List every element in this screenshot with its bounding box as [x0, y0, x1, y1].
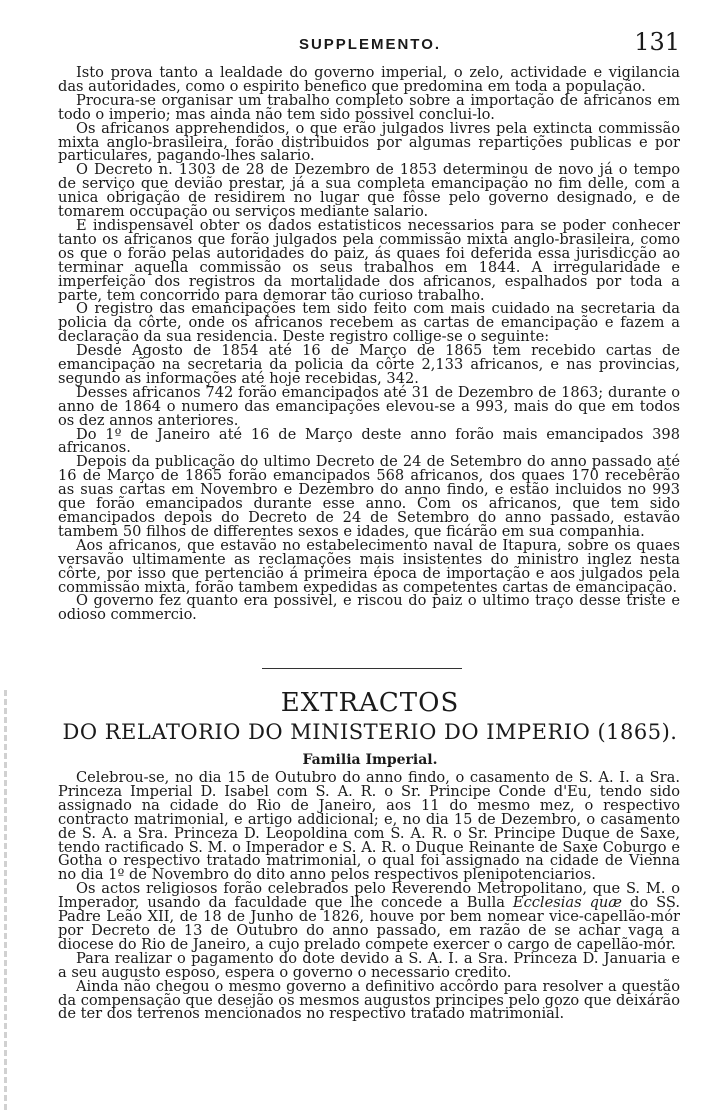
binding-edge-marks [4, 690, 7, 1110]
paragraph: O registro das emancipações tem sido feito com mais cuidado na secretaria da policia da côrte, onde os africanos recebem as cartas de emancipação e fazem a declaração da sua residencia. Deste registro collige-se o seguinte: [58, 300, 680, 346]
paragraph: Isto prova tanto a lealdade do governo imperial, o zelo, actividade e vigilancia das autoridades, como o espirito benefico que predomina em toda a população. [58, 64, 680, 95]
section-divider [262, 668, 462, 669]
paragraph: Desses africanos 742 forão emancipados até 31 de Dezembro de 1863; durante o anno de 1864 o numero das emancipações elevou-se a 993, mais do que em todos os dez annos anteriores. [58, 383, 680, 429]
running-head: SUPPLEMENTO. [298, 36, 442, 53]
paragraph: O Decreto n. 1303 de 28 de Dezembro de 1853 determinou de novo já o tempo de serviço que devião prestar, já a sua completa emancipação no fim delle, com a unica obrigação de residirem no lugar que fôsse pelo governo designado, e de tomarem occupação ou serviços mediante salario. [58, 161, 680, 221]
paragraph: Celebrou-se, no dia 15 de Outubro do anno findo, o casamento de S. A. I. a Sra. Princeza Imperial D. Isabel com S. A. R. o Sr. Principe Conde d'Eu, tendo sido assignado na cidade do Rio de Janeiro, aos 11 do mesmo mez, o respectivo contracto matrimonial, e artigo addicional; e, no dia 15 de Dezembro, o casamento de S. A. a Sra. Princeza D. Leopoldina com S. A. R. o Sr. Principe Duque de Saxe, tendo ractificado S. M. o Imperador e S. A. R. o Duque Reinante de Saxe Coburgo e Gotha o respectivo tratado matrimonial, o qual foi assignado na cidade de Vienna no dia 1º de Novembro do dito anno pelos respectivos plenipotenciarios. [58, 769, 680, 884]
paragraph: Aos africanos, que estavão no estabelecimento naval de Itapura, sobre os quaes versavão ultimamente as reclamações mais insistentes do ministro inglez nesta côrte, por isso que pertencião á primeira época de importação e aos julgados pela commissão mixta, forão tambem expedidas as competentes cartas de emancipação. [58, 536, 680, 596]
paragraph: Desde Agosto de 1854 até 16 de Março de 1865 tem recebido cartas de emancipação na secretaria da policia da côrte 2,133 africanos, e nas provincias, segundo as informações até hoje recebidas, 342. [58, 342, 680, 387]
paragraph: Ainda não chegou o mesmo governo a definitivo accôrdo para resolver a questão da compensação que desejão os mesmos augustos principes pelo gozo que deixárão de ter dos terrenos mencionados no respectivo tratado matrimonial. [58, 977, 680, 1023]
paragraph: Os africanos apprehendidos, o que erão julgados livres pela extincta commissão mixta anglo-brasileira, forão distribuidos por algumas repartições publicas e por particulares, pagando-lhes salario. [58, 119, 680, 165]
bull-title: Ecclesias quæ [512, 894, 623, 912]
emancipation-text [58, 66, 680, 622]
paragraph: Depois da publicação do ultimo Decreto de 24 de Setembro do anno passado até 16 de Março de 1865 forão emancipados 568 africanos, dos quaes 170 recebêrão as suas cartas em Novembro e Dezembro do anno findo, e estão incluidos no 993 que forão emancipados durante esse anno. Com os africanos, que tem sido emancipados depois do Decreto de 24 de Setembro do anno passado, estavão tambem 50 filhos de differentes sexos e idades, que ficárão em sua companhia. [58, 453, 680, 540]
paragraph: O governo fez quanto era possivel, e riscou do paiz o ultimo traço desse triste e odioso commercio. [58, 592, 680, 624]
paragraph: Do 1º de Janeiro até 16 de Março deste anno forão mais emancipados 398 africanos. [58, 425, 680, 457]
text-run: Os actos religiosos forão celebrados pelo Reverendo Metropolitano, que S. M. o Imperador, usando da faculdade que lhe concede a Bulla [58, 880, 680, 912]
paragraph [58, 882, 680, 952]
page-number: 131 [634, 28, 680, 56]
section-title: EXTRACTOS [280, 688, 460, 718]
text-run: do SS. Padre Leão XII, de 18 de Junho de 1826, houve por bem nomear vice-capellão-mór por Decreto de 13 de Outubro do anno passado, em razão de se achar vaga a diocese do Rio de Janeiro, a cujo prelado compete exercer o cargo de capellão-mór. [58, 894, 680, 953]
paragraph: E indispensavel obter os dados estatisticos necessarios para se poder conhecer tanto os africanos que forão julgados pela commissão mixta anglo-brasileira, como os que o forão pelas autoridades do paiz, ás quaes foi deferida essa jurisdicção ao terminar aquella commissão os seus trabalhos em 1844. A irregularidade e imperfeição dos registros da mortalidade dos africanos, espalhados por toda a parte, tem concorrido para demorar tão curioso trabalho. [58, 216, 680, 304]
subheading: Familia Imperial. [302, 752, 438, 768]
page-header [60, 28, 680, 68]
section-subtitle: DO RELATORIO DO MINISTERIO DO IMPERIO (1865). [62, 720, 678, 744]
imperial-family-text [58, 771, 680, 1021]
paragraph: Para realizar o pagamento do dote devido a S. A. I. a Sra. Princeza D. Januaria e a seu augusto esposo, espera o governo o necessario credito. [58, 949, 680, 981]
paragraph: Procura-se organisar um trabalho completo sobre a importação de africanos em todo o imperio; mas ainda não tem sido possivel conclui-lo. [58, 91, 680, 123]
